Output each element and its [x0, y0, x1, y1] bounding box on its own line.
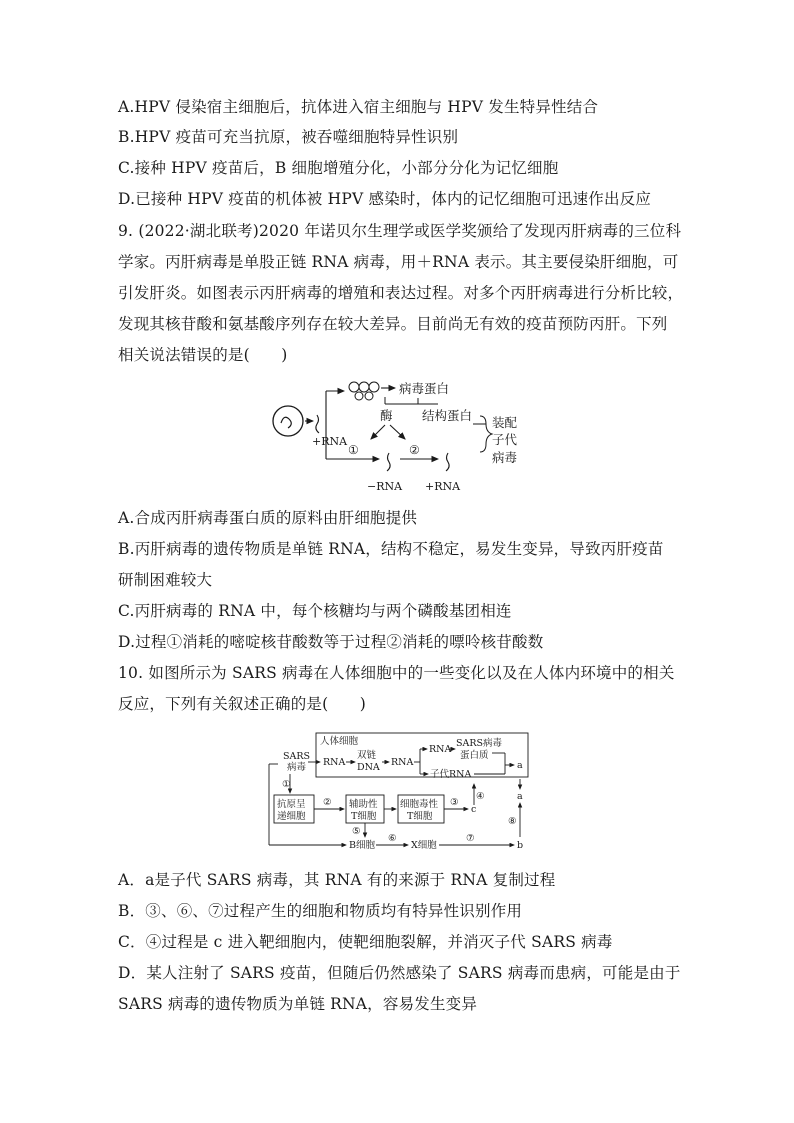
ribosome-icon: [349, 382, 379, 400]
svg-text:病毒蛋白: 病毒蛋白: [399, 381, 450, 396]
q9-option-b: B.丙肝病毒的遗传物质是单链 RNA，结构不稳定，易发生变异，导致丙肝疫苗: [118, 540, 664, 558]
svg-text:a: a: [517, 760, 523, 771]
svg-text:辅助性: 辅助性: [349, 799, 378, 810]
svg-text:病毒: 病毒: [492, 450, 518, 465]
plus-rna-wave-icon: [316, 415, 319, 433]
svg-text:SARS病毒: SARS病毒: [456, 738, 503, 749]
svg-text:③: ③: [450, 797, 459, 808]
svg-text:②: ②: [323, 797, 332, 808]
q9-diagram: [268, 376, 530, 498]
svg-text:⑥: ⑥: [388, 833, 397, 844]
svg-text:细胞毒性: 细胞毒性: [400, 799, 439, 810]
svg-text:SARS: SARS: [283, 751, 311, 762]
q10-option-d: D．某人注射了 SARS 疫苗，但随后仍然感染了 SARS 病毒而患病，可能是由于: [118, 964, 681, 982]
q9-option-d: D.过程①消耗的嘧啶核苷酸数等于过程②消耗的嘌呤核苷酸数: [118, 633, 544, 651]
svg-text:RNA: RNA: [391, 757, 414, 768]
svg-text:子代: 子代: [492, 432, 518, 447]
svg-text:结构蛋白: 结构蛋白: [422, 408, 473, 423]
svg-text:c: c: [471, 804, 477, 815]
q10-diagram: [262, 727, 534, 855]
q10-option-b: B．③、⑥、⑦过程产生的细胞和物质均有特异性识别作用: [118, 902, 523, 920]
svg-text:RNA: RNA: [429, 744, 452, 755]
q8-option-d: D.已接种 HPV 疫苗的机体被 HPV 感染时，体内的记忆细胞可迅速作出反应: [118, 190, 652, 208]
svg-text:蛋白质: 蛋白质: [460, 750, 489, 761]
q8-option-b: B.HPV 疫苗可充当抗原，被吞噬细胞特异性识别: [118, 128, 459, 146]
svg-text:RNA: RNA: [323, 757, 346, 768]
q8-option-a: A.HPV 侵染宿主细胞后，抗体进入宿主细胞与 HPV 发生特异性结合: [118, 98, 599, 116]
svg-text:⑧: ⑧: [508, 816, 517, 827]
svg-text:⑤: ⑤: [352, 826, 361, 837]
q9-option-c: C.丙肝病毒的 RNA 中，每个核糖均与两个磷酸基团相连: [118, 602, 512, 620]
svg-text:病毒: 病毒: [287, 762, 307, 773]
svg-text:子代RNA: 子代RNA: [430, 769, 472, 780]
q10-stem-line: 反应，下列有关叙述正确的是( ): [118, 695, 366, 713]
q9-stem-line: 9. (2022·湖北联考)2020 年诺贝尔生理学或医学奖颁给了发现丙肝病毒的三位科: [118, 222, 682, 240]
svg-text:①: ①: [348, 443, 359, 457]
svg-text:b: b: [517, 840, 524, 851]
q9-option-a: A.合成丙肝病毒蛋白质的原料由肝细胞提供: [118, 509, 418, 527]
svg-text:⑦: ⑦: [466, 833, 475, 844]
svg-text:+RNA: +RNA: [425, 480, 461, 493]
svg-text:递细胞: 递细胞: [277, 811, 306, 822]
svg-text:②: ②: [409, 443, 420, 457]
q9-stem-line: 学家。丙肝病毒是单股正链 RNA 病毒，用＋RNA 表示。其主要侵染肝细胞，可: [118, 253, 679, 271]
q10-option-a: A．a是子代 SARS 病毒，其 RNA 有的来源于 RNA 复制过程: [118, 871, 556, 889]
svg-text:X细胞: X细胞: [411, 840, 437, 851]
q9-stem-line: 发现其核苷酸和氨基酸序列存在较大差异。目前尚无有效的疫苗预防丙肝。下列: [118, 315, 668, 333]
svg-text:酶: 酶: [380, 408, 393, 423]
svg-text:T细胞: T细胞: [351, 811, 377, 822]
svg-text:抗原呈: 抗原呈: [277, 799, 306, 810]
host-cell-icon: [273, 406, 303, 436]
svg-text:装配: 装配: [492, 415, 518, 430]
svg-text:+RNA: +RNA: [312, 435, 348, 448]
q9-option-b-cont: 研制困难较大: [118, 571, 213, 589]
q8-option-c: C.接种 HPV 疫苗后，B 细胞增殖分化，小部分分化为记忆细胞: [118, 159, 559, 177]
svg-text:DNA: DNA: [357, 762, 380, 773]
q10-option-c: C．④过程是 c 进入靶细胞内，使靶细胞裂解，并消灭子代 SARS 病毒: [118, 933, 613, 951]
q9-stem-line: 引发肝炎。如图表示丙肝病毒的增殖和表达过程。对多个丙肝病毒进行分析比较，: [118, 284, 684, 302]
svg-text:B细胞: B细胞: [349, 840, 375, 851]
svg-text:人体细胞: 人体细胞: [320, 736, 359, 747]
virus-rna-icon: [281, 417, 291, 428]
svg-text:④: ④: [476, 791, 485, 802]
plus-rna-wave-icon: [446, 453, 449, 471]
svg-text:−RNA: −RNA: [367, 480, 403, 493]
q10-option-d-cont: SARS 病毒的遗传物质为单链 RNA，容易发生变异: [118, 995, 478, 1013]
q9-stem-line: 相关说法错误的是( ): [118, 346, 288, 364]
q10-stem-line: 10. 如图所示为 SARS 病毒在人体细胞中的一些变化以及在人体内环境中的相关: [118, 664, 675, 682]
svg-text:a: a: [517, 791, 523, 802]
svg-text:①: ①: [282, 779, 291, 790]
svg-text:T细胞: T细胞: [407, 811, 433, 822]
svg-text:双链: 双链: [357, 750, 377, 761]
minus-rna-wave-icon: [387, 453, 390, 471]
